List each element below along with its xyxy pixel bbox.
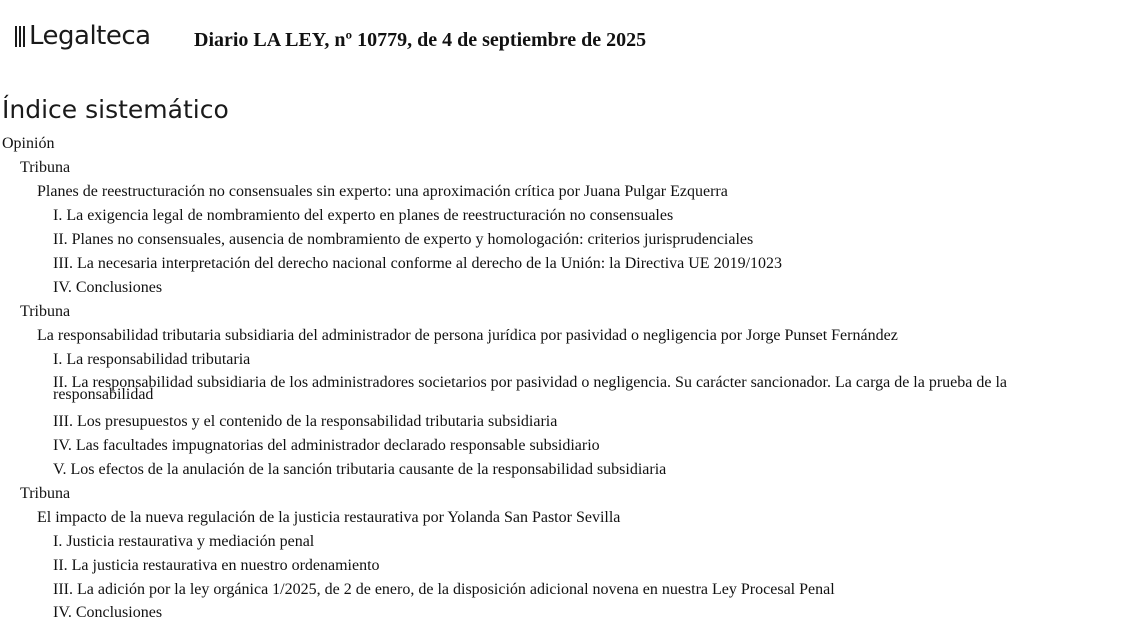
- article-link[interactable]: Planes de reestructuración no consensuales sin experto: una aproximación crítica por Juana Pulgar Ezquerra: [37, 183, 728, 200]
- chapter-link[interactable]: IV. Las facultades impugnatorias del administrador declarado responsable subsidiario: [53, 437, 600, 454]
- document-header: [15, 18, 1115, 58]
- issue-title: Diario LA LEY, nº 10779, de 4 de septiembre de 2025: [194, 29, 647, 51]
- logo-text: Legalteca: [29, 21, 151, 51]
- section-heading: Opinión: [2, 135, 55, 152]
- category-label: Tribuna: [20, 159, 71, 176]
- chapter-link[interactable]: III. La adición por la ley orgánica 1/2025, de 2 de enero, de la disposición adicional novena en nuestra Ley Procesal Penal: [53, 581, 835, 598]
- category-label: Tribuna: [20, 303, 71, 320]
- logo-bars-icon: [15, 25, 27, 47]
- index-title: Índice sistemático: [2, 95, 229, 124]
- chapter-link[interactable]: III. Los presupuestos y el contenido de la responsabilidad tributaria subsidiaria: [53, 413, 558, 430]
- chapter-link[interactable]: II. La justicia restaurativa en nuestro ordenamiento: [53, 557, 380, 574]
- chapter-link[interactable]: II. Planes no consensuales, ausencia de nombramiento de experto y homologación: criterios jurisprudenciales: [53, 231, 754, 248]
- legalteca-logo[interactable]: [15, 18, 151, 54]
- article-link[interactable]: El impacto de la nueva regulación de la justicia restaurativa por Yolanda San Pastor Sevilla: [37, 509, 621, 526]
- chapter-link[interactable]: IV. Conclusiones: [53, 604, 163, 621]
- chapter-link[interactable]: IV. Conclusiones: [53, 279, 163, 296]
- chapter-link[interactable]: I. Justicia restaurativa y mediación penal: [53, 533, 315, 550]
- chapter-link[interactable]: V. Los efectos de la anulación de la sanción tributaria causante de la responsabilidad subsidiaria: [53, 461, 667, 478]
- chapter-link[interactable]: I. La exigencia legal de nombramiento del experto en planes de reestructuración no consensuales: [53, 207, 674, 224]
- chapter-link[interactable]: III. La necesaria interpretación del derecho nacional conforme al derecho de la Unión: la Directiva UE 2019/1023: [53, 255, 783, 272]
- chapter-link[interactable]: II. La responsabilidad subsidiaria de los administradores societarios por pasividad o negligencia. Su carácter sancionador. La carga de la prueba de la responsabilidad: [53, 374, 1008, 403]
- category-label: Tribuna: [20, 485, 71, 502]
- chapter-link[interactable]: I. La responsabilidad tributaria: [53, 351, 251, 368]
- article-link[interactable]: La responsabilidad tributaria subsidiaria del administrador de persona jurídica por pasividad o negligencia por Jorge Punset Fernández: [37, 327, 898, 344]
